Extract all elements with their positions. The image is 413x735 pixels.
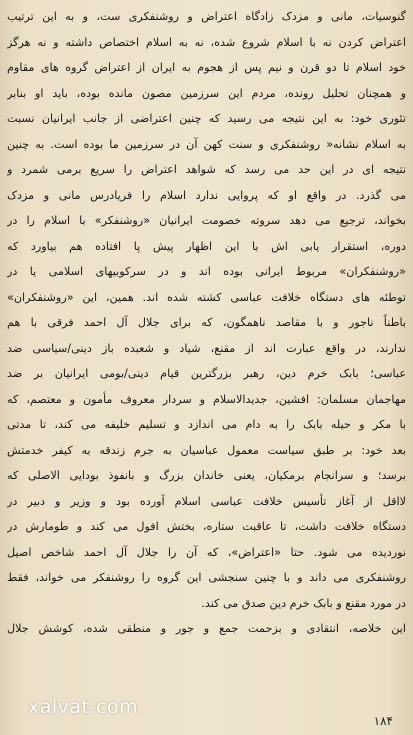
watermark: xalvat.com: [28, 696, 139, 718]
text-line: «روشنفکران» مربوط ایرانی بوده اند و در سرکوبیهای اسلامی یا در: [7, 265, 406, 278]
text-line: مهاجمان مسلمان: افشین، جدیدالاسلام و سردار معروف مأمون و معتصم، که: [7, 392, 406, 406]
text-line: باطناً ناجور و با مقاصد ناهمگون، که برای جلال آل احمد فرقی با هم: [7, 316, 406, 329]
text-line: برسد؛ و سرانجام برمکیان، یعنی خاندان بزرگ و بانفوذ بودایی الاصلی که: [7, 469, 406, 482]
page-number: ۱۸۴: [373, 714, 393, 728]
text-line: این خلاصه، انتقادی و بزحمت جمع و جور و منطقی شده، کوشش جلال: [7, 622, 406, 635]
text-line: دستگاه خلافت داشت، تا عاقبت ستاره، بختش افول می کند و طومارش در: [7, 520, 406, 533]
text-line: روشنفکری می داند و با چنین سنجشی این گروه را روشنفکر می خواند، فقط: [7, 571, 406, 584]
text-line: و همچنان تحلیل رونده، مردم این سرزمین مصون مانده بوده، باید او بنابر: [7, 86, 406, 100]
text-line: ندارند، در واقع عبارت اند از مقنع، شیاد و شعبده باز دینی/سیاسی ضد: [7, 341, 406, 355]
text-line: نتیجه ای در این حد می رسد که شواهد اعتراض را سریع برمی شمرد و: [7, 163, 406, 176]
text-line: با مکر و حیله بابک را به دام می اندازد و تسلیم خلیفه می کند، تا مدتی: [7, 418, 406, 431]
text-line: خود اسلام تا دو قرن و نیم پس از هجوم به ایران از اعتراض گروه های مقاوم: [7, 61, 406, 74]
text-line: بخواند، ترجیع می دهد سروته خصومت ایرانیان «روشنفکر» با اسلام را در: [7, 214, 406, 227]
text-line: دوره، استقرار یابی اش با این اظهار پیش پا افتاده هم بیاورد که: [7, 239, 406, 253]
text-line: نوردیده می شود. حتا «اعتراض»، که آن را جلال آل احمد شاخص اصیل: [7, 545, 406, 559]
text-line: به اسلام نشانه« روشنفکری و سنت کهن آن در سرزمین ما بوده است. به چنین: [7, 137, 406, 151]
text-line-paragraph-end: در مورد مقنع و بابک خرم دین صدق می کند.: [201, 596, 406, 610]
text-line: می گذرد. در واقع او که پروایی ندارد اسلام را فریادرس مانی و مزدک: [7, 188, 406, 202]
text-line: گنوسیات، مانی و مزدک زادگاه اعتراض و روشنفکری ست، و به این ترتیب: [7, 10, 406, 23]
text-line: بعد خود: بر طبق سیاست معمول عباسیان به جرم زندقه به کیفر خدمتش: [7, 443, 406, 457]
text-line: اعتراض کردن نه با اسلام شروع شده، نه به اسلام اختصاص داشته و نه هرگز: [7, 35, 406, 49]
body-text: [7, 4, 406, 642]
text-line: لااقل از آغاز تأسیس خلافت عباسی اسلام آورده بود و وزیر و دبیر در: [7, 494, 406, 508]
text-line: عباسی؛ بابک خرم دین، رهبر بزرگترین قیام دینی/بومی ایرانیان بر ضد: [7, 367, 406, 380]
text-line: توطئه های دستگاه خلافت عباسی کشته شده اند. همین، این «روشنفکران»: [7, 290, 406, 304]
text-line: تئوری خود: به این نتیجه می رسید که چنین اعتراضی از جانب ایرانیان نسبت: [7, 112, 406, 125]
